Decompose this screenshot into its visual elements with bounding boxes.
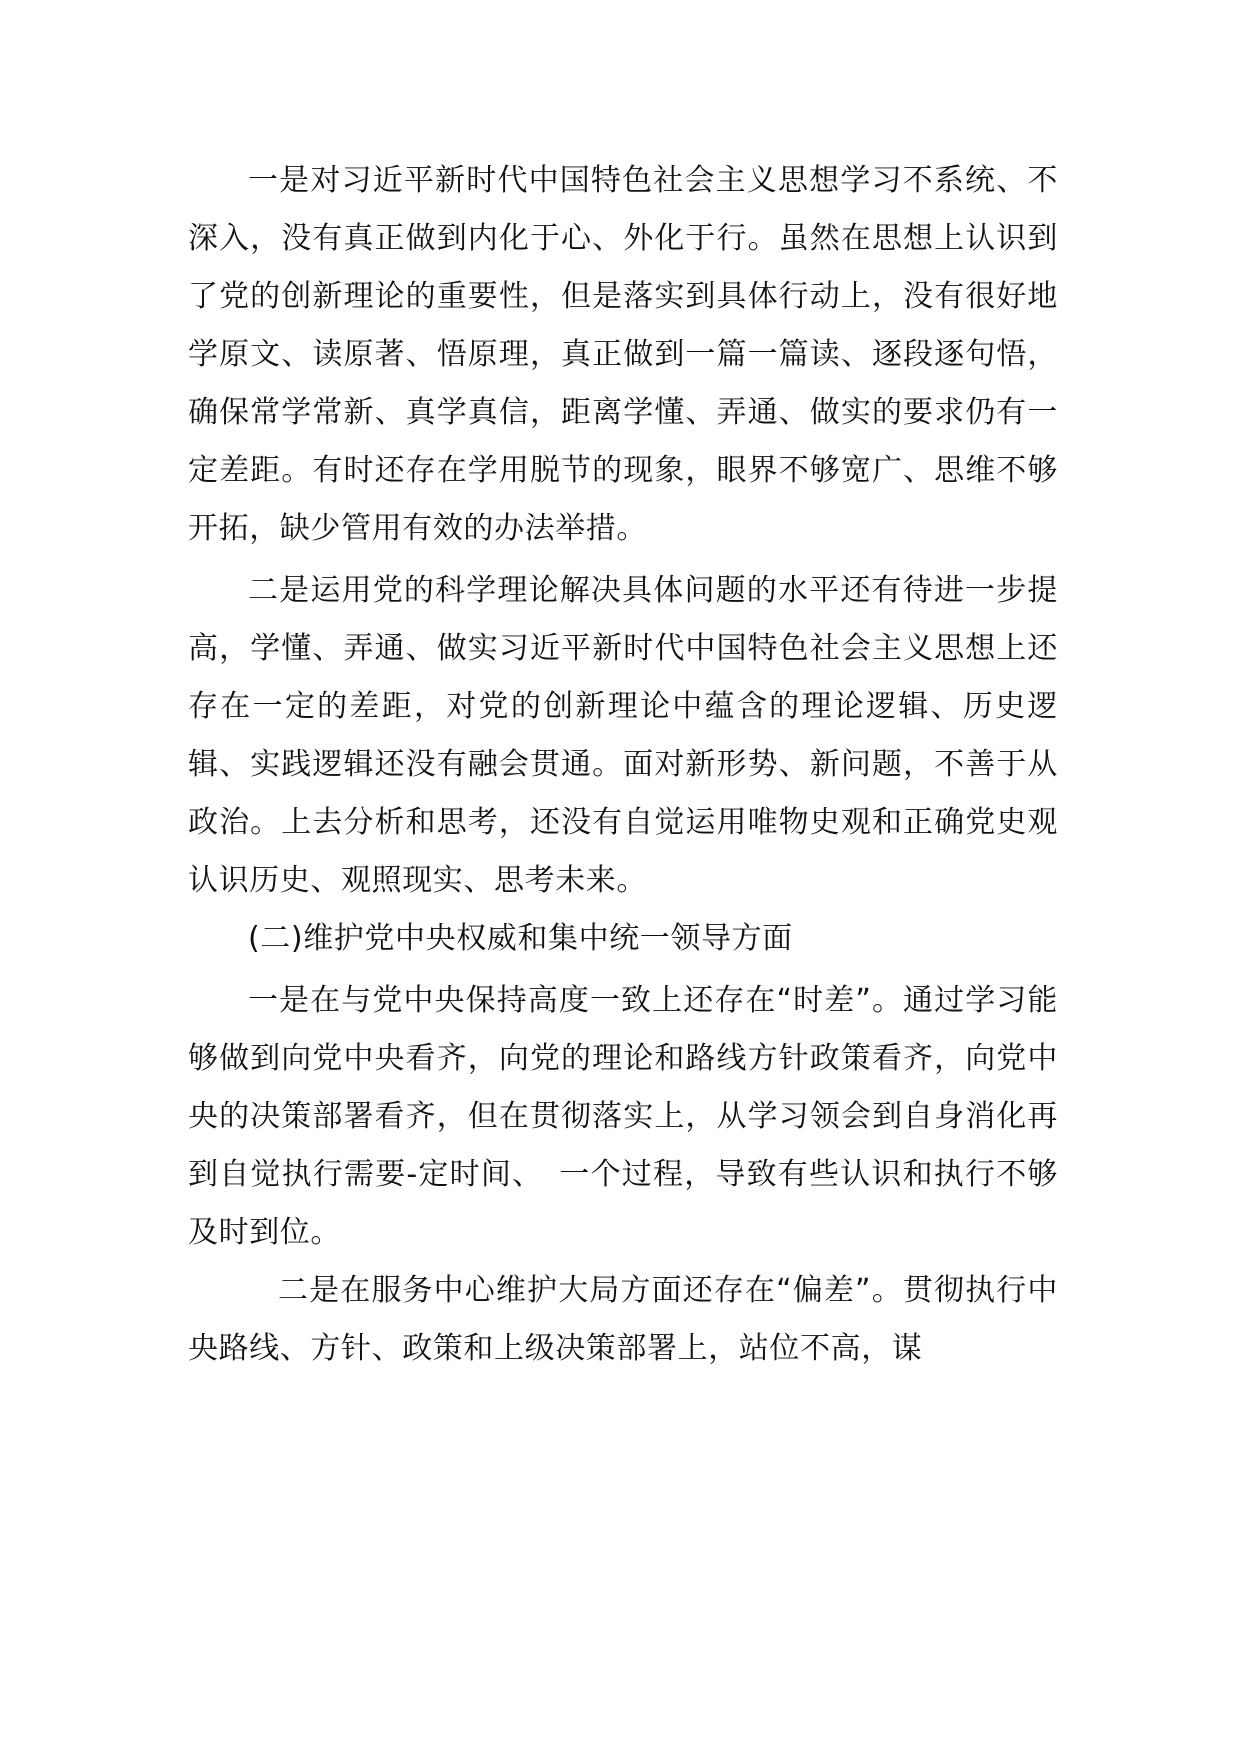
paragraph-theory-study: 一是对习近平新时代中国特色社会主义思想学习不系统、不深入，没有真正做到内化于心、外化于行。虽然在思想上认识到了党的创新理论的重要性，但是落实到具体行动上，没有很好地学原文、读原著、悟原理，真正做到一篇一篇读、逐段逐句悟，确保常学常新、真学真信，距离学懂、弄通、做实的要求仍有一定差距。有时还存在学用脱节的现象，眼界不够宽广、思维不够开拓，缺少管用有效的办法举措。 [188, 163, 1058, 546]
paragraph-deviation: 二是在服务中心维护大局方面还存在“偏差”。贯彻执行中央路线、方针、政策和上级决策部署上，站位不高，谋 [188, 1273, 1058, 1366]
paragraph-time-lag: 一是在与党中央保持高度一致上还存在“时差”。通过学习能够做到向党中央看齐，向党的理论和路线方针政策看齐，向党中央的决策部署看齐，但在贯彻落实上，从学习领会到自身消化再到自觉执行需要-定时间、 一个过程，导致有些认识和执行不够及时到位。 [188, 983, 1058, 1250]
document-body [188, 152, 1058, 1378]
section-heading: (二)维护党中央权威和集中统一领导方面 [248, 921, 793, 956]
paragraph-theory-application: 二是运用党的科学理论解决具体问题的水平还有待进一步提高，学懂、弄通、做实习近平新时代中国特色社会主义思想上还存在一定的差距，对党的创新理论中蕴含的理论逻辑、历史逻辑、实践逻辑还没有融会贯通。面对新形势、新问题，不善于从政治。上去分析和思考，还没有自觉运用唯物史观和正确党史观认识历史、观照现实、思考未来。 [188, 573, 1058, 898]
